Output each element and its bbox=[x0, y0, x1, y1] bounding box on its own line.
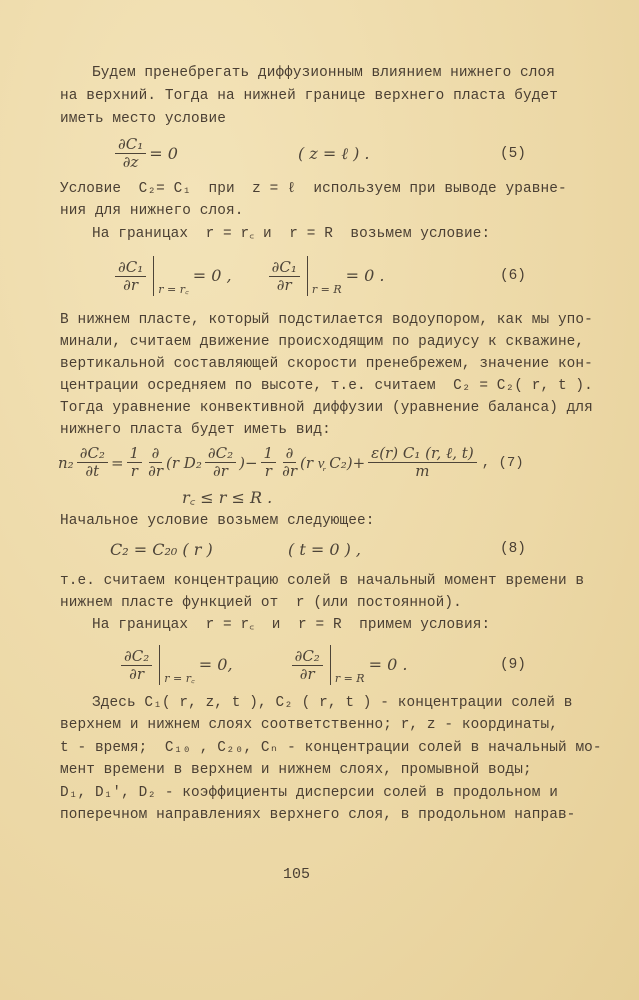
text-line: нижнего пласта будет иметь вид: bbox=[60, 422, 331, 438]
eq7-d2-num: ∂ bbox=[283, 445, 297, 463]
eq7-t2-den: r bbox=[264, 462, 272, 480]
eq6-numerator: ∂C₁ bbox=[269, 259, 300, 277]
equation-6 bbox=[112, 256, 385, 296]
text-line: мент времени в верхнем и нижнем слоях, промывной воды; bbox=[60, 762, 532, 778]
page-number: 105 bbox=[283, 866, 311, 883]
text-line: верхнем и нижнем слоях соответственно; r, z - координаты, bbox=[60, 717, 558, 733]
equation-7 bbox=[58, 445, 524, 480]
eq7-label: , (7) bbox=[481, 454, 524, 471]
text-line: на верхний. Тогда на нижней границе верхнего пласта будет bbox=[60, 88, 558, 104]
eq7-plus: + bbox=[352, 453, 366, 472]
eq9-numerator: ∂C₂ bbox=[292, 648, 323, 666]
eq5-denominator: ∂z bbox=[122, 153, 139, 171]
eq7-lhs-num: ∂C₂ bbox=[77, 445, 108, 463]
eq9-denominator: ∂r bbox=[129, 664, 145, 683]
text-line: т.е. считаем концентрацию солей в начальный момент времени в bbox=[60, 573, 585, 589]
eq7-range: r꜀ ≤ r ≤ R . bbox=[182, 488, 273, 507]
eq6-rhs2: = 0 . bbox=[345, 266, 385, 285]
eq9-eval-bar bbox=[159, 645, 195, 685]
text-line: В нижнем пласте, который подстилается водоупором, как мы упо- bbox=[60, 312, 593, 328]
text-line: ния для нижнего слоя. bbox=[60, 203, 244, 219]
eq8-label: (8) bbox=[500, 541, 526, 557]
eq7-minus: − bbox=[244, 453, 258, 472]
eq9-numerator: ∂C₂ bbox=[121, 648, 152, 666]
eq8-lhs: C₂ = C₂₀ ( r ) bbox=[110, 540, 213, 559]
text-line: На границах r = r꜀ и r = R возьмем условие: bbox=[92, 226, 491, 242]
eq7-t1-num: 1 bbox=[127, 445, 143, 463]
eq7-equals: = bbox=[110, 453, 124, 472]
eq7-t1-body: (r D₂ bbox=[166, 453, 202, 472]
text-line: t - время; C₁₀ , C₂₀, Cₙ - концентрации солей в начальный мо- bbox=[60, 740, 602, 756]
text-line: вертикальной составляющей скорости пренебрежем, значение кон- bbox=[60, 356, 593, 372]
eq9-label: (9) bbox=[500, 657, 526, 673]
eq7-lhs-den: ∂t bbox=[85, 462, 100, 480]
eq9-eval-bar bbox=[330, 645, 365, 685]
text-line: иметь место условие bbox=[60, 111, 226, 127]
eq7-t1-close: ) bbox=[239, 453, 245, 472]
text-line: D₁, D₁′, D₂ - коэффициенты дисперсии солей в продольном и bbox=[60, 785, 558, 801]
eq5-condition: ( z = ℓ ) . bbox=[298, 144, 370, 163]
text-line: Условие C₂= C₁ при z = ℓ используем при выводе уравне- bbox=[60, 181, 567, 197]
text-line: Здесь C₁( r, z, t ), C₂ ( r, t ) - концентрации солей в bbox=[92, 695, 573, 711]
eq9-rhs2: = 0 . bbox=[368, 655, 408, 674]
eq7-t2-num: 1 bbox=[261, 445, 277, 463]
eq6-numerator: ∂C₁ bbox=[115, 259, 146, 277]
eq9-denominator: ∂r bbox=[299, 664, 315, 683]
eq7-d-den: ∂r bbox=[148, 462, 163, 480]
eq7-coef: n₂ bbox=[58, 453, 74, 472]
eq7-inner-den: ∂r bbox=[213, 462, 228, 480]
text-line: Начальное условие возьмем следующее: bbox=[60, 513, 375, 529]
text-line: Будем пренебрегать диффузионным влиянием нижнего слоя bbox=[92, 65, 555, 81]
eq6-sub1: r = r꜀ bbox=[158, 283, 189, 296]
eq7-inner-num: ∂C₂ bbox=[205, 445, 236, 463]
eq6-denominator: ∂r bbox=[276, 275, 292, 294]
equation-9 bbox=[118, 645, 407, 685]
eq7-d-num: ∂ bbox=[149, 445, 163, 463]
eq7-d2-den: ∂r bbox=[282, 462, 298, 480]
eq7-t2-body: (r v᷊ C₂) bbox=[300, 453, 353, 472]
eq6-rhs1: = 0 , bbox=[192, 266, 232, 285]
eq5-label: (5) bbox=[500, 146, 526, 162]
text-line: На границах r = r꜀ и r = R примем условия: bbox=[92, 617, 491, 633]
eq7-t1-den: r bbox=[130, 462, 138, 480]
eq9-sub1: r = r꜀ bbox=[164, 672, 195, 685]
eq7-source-num: ε(r) C₁ (r, ℓ, t) bbox=[368, 445, 477, 463]
text-line: Тогда уравнение конвективной диффузии (уравнение баланса) для bbox=[60, 400, 593, 416]
equation-5 bbox=[112, 136, 178, 171]
eq9-rhs1: = 0, bbox=[198, 655, 233, 674]
eq6-sub2: r = R bbox=[311, 283, 342, 296]
eq6-eval-bar bbox=[153, 256, 189, 296]
text-line: минали, считаем движение происходящим по радиусу к скважине, bbox=[60, 334, 585, 350]
text-line: центрации осредняем по высоте, т.е. считаем C₂ = C₂( r, t ). bbox=[60, 378, 593, 394]
eq6-denominator: ∂r bbox=[123, 275, 139, 294]
text-line: нижнем пласте функцией от r (или постоянной). bbox=[60, 595, 462, 611]
eq8-condition: ( t = 0 ) , bbox=[288, 540, 362, 559]
eq7-source-den: m bbox=[415, 462, 430, 480]
eq5-numerator: ∂C₁ bbox=[115, 136, 146, 154]
text-line: поперечном направлениях верхнего слоя, в продольном направ- bbox=[60, 807, 576, 823]
eq9-sub2: r = R bbox=[334, 672, 365, 685]
eq5-rhs: = 0 bbox=[149, 143, 178, 163]
eq6-label: (6) bbox=[500, 268, 526, 284]
eq6-eval-bar bbox=[307, 256, 342, 296]
